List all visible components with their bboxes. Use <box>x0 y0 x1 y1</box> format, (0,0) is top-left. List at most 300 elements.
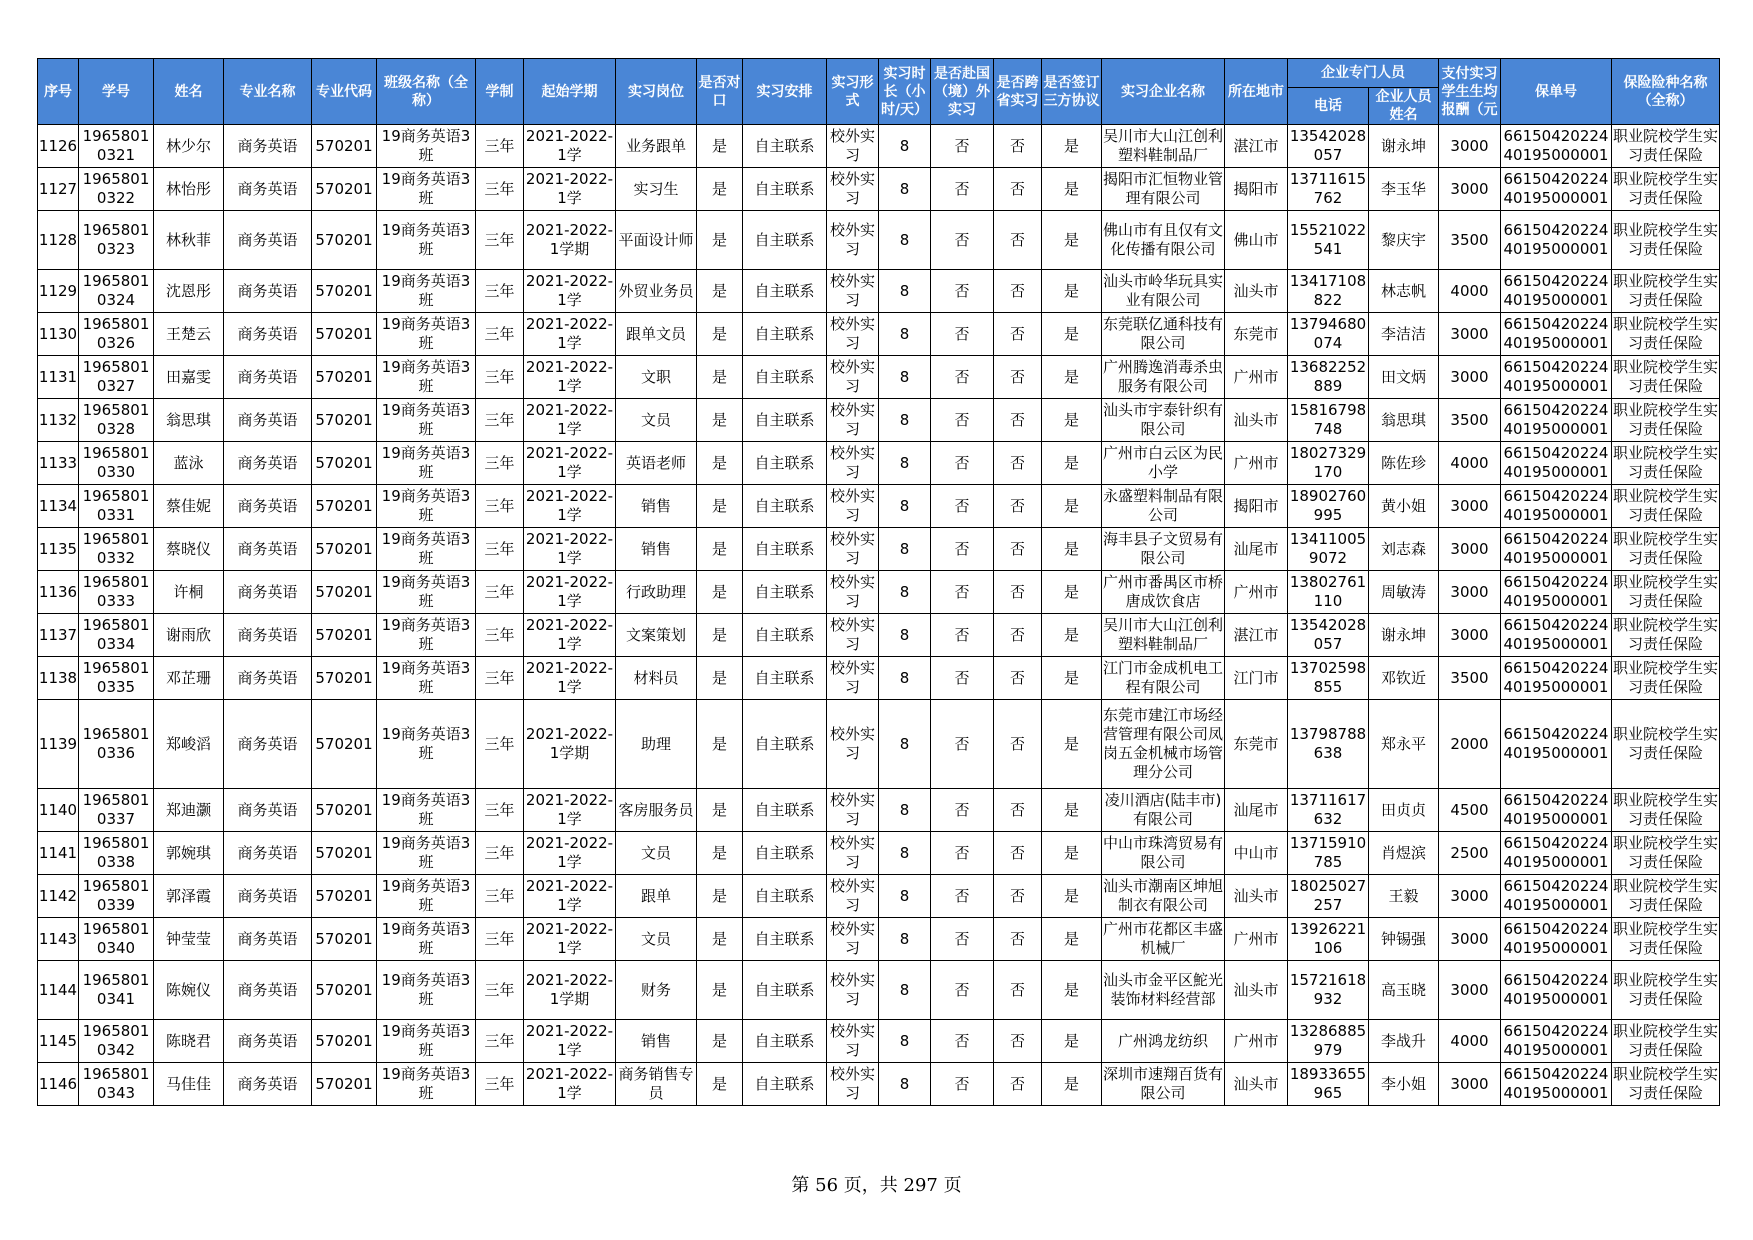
cell-text: 8 <box>899 539 910 558</box>
cell-sid <box>79 875 154 918</box>
cell-ins <box>1612 1063 1720 1106</box>
cell-text: 校外实习 <box>829 401 875 438</box>
cell-text: 570201 <box>315 582 373 601</box>
cell-hours <box>879 125 931 168</box>
cell-hours <box>879 485 931 528</box>
cell-cross <box>994 657 1042 700</box>
cell-form <box>827 485 879 528</box>
cell-text: 134110059072 <box>1289 530 1367 567</box>
cell-policy <box>1501 961 1612 1020</box>
cell-policy <box>1501 356 1612 399</box>
header-no: 序号 <box>38 59 79 125</box>
cell-tri <box>1042 1020 1102 1063</box>
cell-match <box>697 875 743 918</box>
cell-major <box>224 789 312 832</box>
cell-cross <box>994 789 1042 832</box>
cell-text: 6615042022440195000001 <box>1503 659 1609 696</box>
cell-form <box>827 313 879 356</box>
cell-text: 570201 <box>315 800 373 819</box>
cell-company <box>1102 789 1225 832</box>
cell-text: 自主联系 <box>754 1074 815 1093</box>
cell-text: 蓝泳 <box>173 453 204 472</box>
cell-arr <box>743 485 827 528</box>
cell-text: 1130 <box>38 324 78 343</box>
cell-abroad <box>931 270 994 313</box>
cell-text: 职业院校学生实习责任保险 <box>1612 401 1718 438</box>
cell-code <box>312 832 377 875</box>
cell-text: 广州腾逸消毒杀虫服务有限公司 <box>1102 358 1223 395</box>
cell-text: 校外实习 <box>829 971 875 1008</box>
cell-text: 570201 <box>315 230 373 249</box>
cell-post <box>616 875 697 918</box>
cell-text: 校外实习 <box>829 127 875 164</box>
cell-phone <box>1288 614 1369 657</box>
cell-sid <box>79 270 154 313</box>
cell-pay <box>1439 528 1501 571</box>
cell-staff <box>1369 168 1439 211</box>
cell-text: 否 <box>1009 453 1025 472</box>
cell-text: 湛江市 <box>1233 136 1279 155</box>
cell-text: 6615042022440195000001 <box>1503 530 1609 567</box>
cell-text: 邓芷珊 <box>165 668 211 687</box>
cell-no <box>38 571 79 614</box>
cell-text: 商务英语 <box>237 1074 298 1093</box>
header-student-id: 学号 <box>79 59 154 125</box>
cell-text: 6615042022440195000001 <box>1503 725 1609 762</box>
cell-text: 销售 <box>640 539 671 558</box>
cell-text: 三年 <box>484 179 515 198</box>
cell-ins <box>1612 1020 1720 1063</box>
cell-text: 570201 <box>315 136 373 155</box>
cell-ins <box>1612 614 1720 657</box>
cell-pay <box>1439 918 1501 961</box>
cell-code <box>312 442 377 485</box>
cell-text: 2021-2022-1学期 <box>525 971 614 1008</box>
cell-major <box>224 168 312 211</box>
cell-name <box>154 918 224 961</box>
cell-text: 是 <box>1063 886 1079 905</box>
cell-company <box>1102 399 1225 442</box>
cell-text: 570201 <box>315 625 373 644</box>
cell-sid <box>79 789 154 832</box>
cell-text: 是 <box>1063 179 1079 198</box>
cell-text: 3500 <box>1450 410 1489 429</box>
cell-abroad <box>931 614 994 657</box>
cell-text: 校外实习 <box>829 221 875 258</box>
cell-ins <box>1612 211 1720 270</box>
cell-form <box>827 700 879 789</box>
cell-text: 田文炳 <box>1380 367 1426 386</box>
cell-name <box>154 832 224 875</box>
cell-sys <box>476 918 524 961</box>
header-abroad: 是否赴国（境）外实习 <box>931 59 994 125</box>
cell-company <box>1102 313 1225 356</box>
cell-company <box>1102 211 1225 270</box>
cell-text: 1144 <box>38 980 78 999</box>
cell-arr <box>743 875 827 918</box>
cell-text: 19商务英语3班 <box>381 487 471 524</box>
table-row <box>38 442 1720 485</box>
cell-text: 否 <box>954 539 970 558</box>
cell-text: 19658010343 <box>82 1065 150 1102</box>
cell-major <box>224 356 312 399</box>
cell-text: 商务英语 <box>237 324 298 343</box>
cell-text: 商务英语 <box>237 734 298 753</box>
cell-city <box>1225 571 1288 614</box>
cell-text: 是 <box>711 886 727 905</box>
cell-name <box>154 571 224 614</box>
cell-text: 销售 <box>640 496 671 515</box>
cell-text: 三年 <box>484 1074 515 1093</box>
cell-pay <box>1439 399 1501 442</box>
cell-text: 自主联系 <box>754 734 815 753</box>
cell-text: 15521022541 <box>1289 221 1367 258</box>
cell-pay <box>1439 700 1501 789</box>
cell-text: 东莞市 <box>1233 734 1279 753</box>
cell-form <box>827 270 879 313</box>
cell-text: 570201 <box>315 886 373 905</box>
cell-text: 三年 <box>484 980 515 999</box>
cell-text: 13926221106 <box>1289 920 1367 957</box>
cell-text: 三年 <box>484 625 515 644</box>
cell-match <box>697 1063 743 1106</box>
cell-code <box>312 125 377 168</box>
table-row <box>38 700 1720 789</box>
cell-cls <box>377 168 476 211</box>
cell-text: 3000 <box>1450 886 1489 905</box>
cell-policy <box>1501 614 1612 657</box>
cell-text: 海丰县子文贸易有限公司 <box>1102 530 1223 567</box>
cell-text: 汕头市宇泰针织有限公司 <box>1102 401 1223 438</box>
cell-ins <box>1612 528 1720 571</box>
cell-code <box>312 485 377 528</box>
cell-text: 19658010337 <box>82 791 150 828</box>
cell-text: 3000 <box>1450 1074 1489 1093</box>
cell-sys <box>476 832 524 875</box>
cell-text: 自主联系 <box>754 179 815 198</box>
cell-text: 否 <box>1009 582 1025 601</box>
cell-hours <box>879 528 931 571</box>
cell-hours <box>879 875 931 918</box>
cell-text: 570201 <box>315 1031 373 1050</box>
cell-phone <box>1288 125 1369 168</box>
cell-company <box>1102 1063 1225 1106</box>
cell-text: 4500 <box>1450 800 1489 819</box>
cell-tri <box>1042 442 1102 485</box>
cell-text: 15816798748 <box>1289 401 1367 438</box>
cell-text: 佛山市 <box>1233 230 1279 249</box>
cell-text: 广州市 <box>1233 367 1279 386</box>
cell-company <box>1102 700 1225 789</box>
cell-policy <box>1501 1020 1612 1063</box>
cell-staff <box>1369 700 1439 789</box>
cell-tri <box>1042 399 1102 442</box>
cell-pay <box>1439 211 1501 270</box>
cell-major <box>224 211 312 270</box>
cell-text: 自主联系 <box>754 410 815 429</box>
cell-company <box>1102 125 1225 168</box>
cell-company <box>1102 1020 1225 1063</box>
cell-name <box>154 961 224 1020</box>
cell-sys <box>476 961 524 1020</box>
cell-sid <box>79 961 154 1020</box>
cell-ins <box>1612 918 1720 961</box>
cell-text: 570201 <box>315 496 373 515</box>
cell-code <box>312 211 377 270</box>
cell-phone <box>1288 789 1369 832</box>
cell-tri <box>1042 313 1102 356</box>
cell-text: 2000 <box>1450 734 1489 753</box>
cell-text: 自主联系 <box>754 230 815 249</box>
cell-sys <box>476 399 524 442</box>
cell-sys <box>476 528 524 571</box>
cell-arr <box>743 528 827 571</box>
cell-text: 校外实习 <box>829 616 875 653</box>
cell-term <box>524 168 616 211</box>
cell-text: 18902760995 <box>1289 487 1367 524</box>
cell-sys <box>476 125 524 168</box>
cell-company <box>1102 961 1225 1020</box>
cell-sid <box>79 528 154 571</box>
cell-text: 2021-2022-1学 <box>525 127 614 164</box>
cell-text: 商务英语 <box>237 410 298 429</box>
cell-name <box>154 789 224 832</box>
cell-text: 3000 <box>1450 929 1489 948</box>
cell-code <box>312 918 377 961</box>
cell-sys <box>476 485 524 528</box>
cell-sid <box>79 485 154 528</box>
cell-abroad <box>931 918 994 961</box>
cell-sys <box>476 789 524 832</box>
cell-cross <box>994 485 1042 528</box>
cell-name <box>154 875 224 918</box>
cell-term <box>524 1063 616 1106</box>
cell-city <box>1225 125 1288 168</box>
cell-no <box>38 356 79 399</box>
cell-major <box>224 875 312 918</box>
header-row <box>38 59 1720 88</box>
cell-arr <box>743 313 827 356</box>
cell-text: 6615042022440195000001 <box>1503 1065 1609 1102</box>
cell-text: 是 <box>1063 136 1079 155</box>
cell-cross <box>994 1063 1042 1106</box>
cell-staff <box>1369 313 1439 356</box>
cell-ins <box>1612 399 1720 442</box>
cell-text: 翁思琪 <box>1380 410 1426 429</box>
cell-city <box>1225 1063 1288 1106</box>
cell-text: 三年 <box>484 496 515 515</box>
cell-match <box>697 571 743 614</box>
cell-text: 校外实习 <box>829 791 875 828</box>
cell-text: 客房服务员 <box>618 800 694 819</box>
cell-text: 19商务英语3班 <box>381 170 471 207</box>
cell-city <box>1225 657 1288 700</box>
cell-text: 自主联系 <box>754 668 815 687</box>
cell-cls <box>377 832 476 875</box>
cell-form <box>827 356 879 399</box>
cell-text: 广州市 <box>1233 582 1279 601</box>
cell-text: 揭阳市 <box>1233 496 1279 515</box>
cell-text: 自主联系 <box>754 886 815 905</box>
cell-staff <box>1369 571 1439 614</box>
cell-tri <box>1042 700 1102 789</box>
cell-text: 2021-2022-1学 <box>525 659 614 696</box>
cell-text: 19商务英语3班 <box>381 272 471 309</box>
cell-no <box>38 528 79 571</box>
cell-text: 田贞贞 <box>1380 800 1426 819</box>
cell-staff <box>1369 528 1439 571</box>
cell-text: 否 <box>1009 980 1025 999</box>
cell-text: 是 <box>1063 1031 1079 1050</box>
cell-cross <box>994 270 1042 313</box>
cell-text: 否 <box>1009 136 1025 155</box>
cell-name <box>154 125 224 168</box>
cell-text: 2021-2022-1学 <box>525 358 614 395</box>
cell-cls <box>377 356 476 399</box>
cell-pay <box>1439 961 1501 1020</box>
header-major-code: 专业代码 <box>312 59 377 125</box>
cell-text: 李小姐 <box>1380 1074 1426 1093</box>
cell-form <box>827 125 879 168</box>
cell-text: 跟单 <box>640 886 671 905</box>
cell-pay <box>1439 875 1501 918</box>
cell-term <box>524 442 616 485</box>
cell-hours <box>879 832 931 875</box>
cell-staff <box>1369 918 1439 961</box>
table-row <box>38 399 1720 442</box>
cell-ins <box>1612 168 1720 211</box>
cell-text: 否 <box>1009 734 1025 753</box>
cell-pay <box>1439 313 1501 356</box>
cell-text: 19658010327 <box>82 358 150 395</box>
cell-company <box>1102 832 1225 875</box>
cell-major <box>224 918 312 961</box>
cell-tri <box>1042 485 1102 528</box>
cell-major <box>224 313 312 356</box>
cell-major <box>224 614 312 657</box>
cell-match <box>697 356 743 399</box>
cell-text: 是 <box>711 281 727 300</box>
cell-abroad <box>931 832 994 875</box>
cell-text: 是 <box>1063 281 1079 300</box>
cell-form <box>827 1063 879 1106</box>
cell-text: 19658010332 <box>82 530 150 567</box>
cell-text: 6615042022440195000001 <box>1503 834 1609 871</box>
cell-text: 广州市番禺区市桥唐成饮食店 <box>1102 573 1223 610</box>
cell-arr <box>743 270 827 313</box>
cell-text: 1142 <box>38 886 78 905</box>
cell-text: 3000 <box>1450 496 1489 515</box>
cell-text: 否 <box>954 800 970 819</box>
cell-text: 6615042022440195000001 <box>1503 272 1609 309</box>
cell-text: 2021-2022-1学 <box>525 487 614 524</box>
cell-name <box>154 485 224 528</box>
cell-text: 19658010328 <box>82 401 150 438</box>
cell-abroad <box>931 961 994 1020</box>
cell-post <box>616 211 697 270</box>
cell-code <box>312 1063 377 1106</box>
table-row <box>38 614 1720 657</box>
cell-text: 林少尔 <box>165 136 211 155</box>
cell-major <box>224 832 312 875</box>
cell-text: 570201 <box>315 179 373 198</box>
cell-text: 钟莹莹 <box>165 929 211 948</box>
header-tripartite: 是否签订三方协议 <box>1042 59 1102 125</box>
cell-abroad <box>931 125 994 168</box>
cell-text: 是 <box>1063 496 1079 515</box>
cell-text: 是 <box>711 1031 727 1050</box>
cell-text: 2021-2022-1学 <box>525 877 614 914</box>
cell-text: 湛江市 <box>1233 625 1279 644</box>
cell-sid <box>79 918 154 961</box>
cell-cross <box>994 918 1042 961</box>
cell-text: 是 <box>711 625 727 644</box>
cell-text: 3000 <box>1450 136 1489 155</box>
cell-text: 商务英语 <box>237 980 298 999</box>
cell-text: 实习生 <box>633 179 679 198</box>
cell-text: 2021-2022-1学 <box>525 920 614 957</box>
cell-text: 谢永坤 <box>1380 136 1426 155</box>
cell-text: 文案策划 <box>625 625 686 644</box>
cell-cross <box>994 528 1042 571</box>
cell-match <box>697 442 743 485</box>
cell-phone <box>1288 528 1369 571</box>
cell-cls <box>377 125 476 168</box>
cell-match <box>697 657 743 700</box>
cell-staff <box>1369 1063 1439 1106</box>
cell-text: 三年 <box>484 1031 515 1050</box>
cell-text: 林志帆 <box>1380 281 1426 300</box>
cell-city <box>1225 313 1288 356</box>
header-form: 实习形式 <box>827 59 879 125</box>
cell-pay <box>1439 442 1501 485</box>
cell-cls <box>377 961 476 1020</box>
table-row <box>38 1063 1720 1106</box>
cell-text: 业务跟单 <box>625 136 686 155</box>
cell-abroad <box>931 571 994 614</box>
cell-text: 4000 <box>1450 1031 1489 1050</box>
cell-arr <box>743 442 827 485</box>
cell-cls <box>377 528 476 571</box>
cell-post <box>616 700 697 789</box>
cell-text: 文员 <box>640 843 671 862</box>
cell-term <box>524 356 616 399</box>
cell-code <box>312 528 377 571</box>
cell-text: 校外实习 <box>829 920 875 957</box>
cell-text: 否 <box>954 496 970 515</box>
cell-text: 4000 <box>1450 453 1489 472</box>
cell-term <box>524 657 616 700</box>
cell-text: 东莞市 <box>1233 324 1279 343</box>
cell-text: 商务英语 <box>237 886 298 905</box>
cell-no <box>38 168 79 211</box>
cell-pay <box>1439 125 1501 168</box>
cell-tri <box>1042 528 1102 571</box>
cell-arr <box>743 832 827 875</box>
cell-term <box>524 918 616 961</box>
cell-no <box>38 442 79 485</box>
cell-arr <box>743 1020 827 1063</box>
cell-text: 19商务英语3班 <box>381 616 471 653</box>
cell-hours <box>879 657 931 700</box>
cell-text: 19658010340 <box>82 920 150 957</box>
cell-match <box>697 961 743 1020</box>
cell-tri <box>1042 1063 1102 1106</box>
cell-text: 2021-2022-1学 <box>525 791 614 828</box>
cell-match <box>697 918 743 961</box>
cell-policy <box>1501 571 1612 614</box>
cell-text: 中山市珠湾贸易有限公司 <box>1102 834 1223 871</box>
